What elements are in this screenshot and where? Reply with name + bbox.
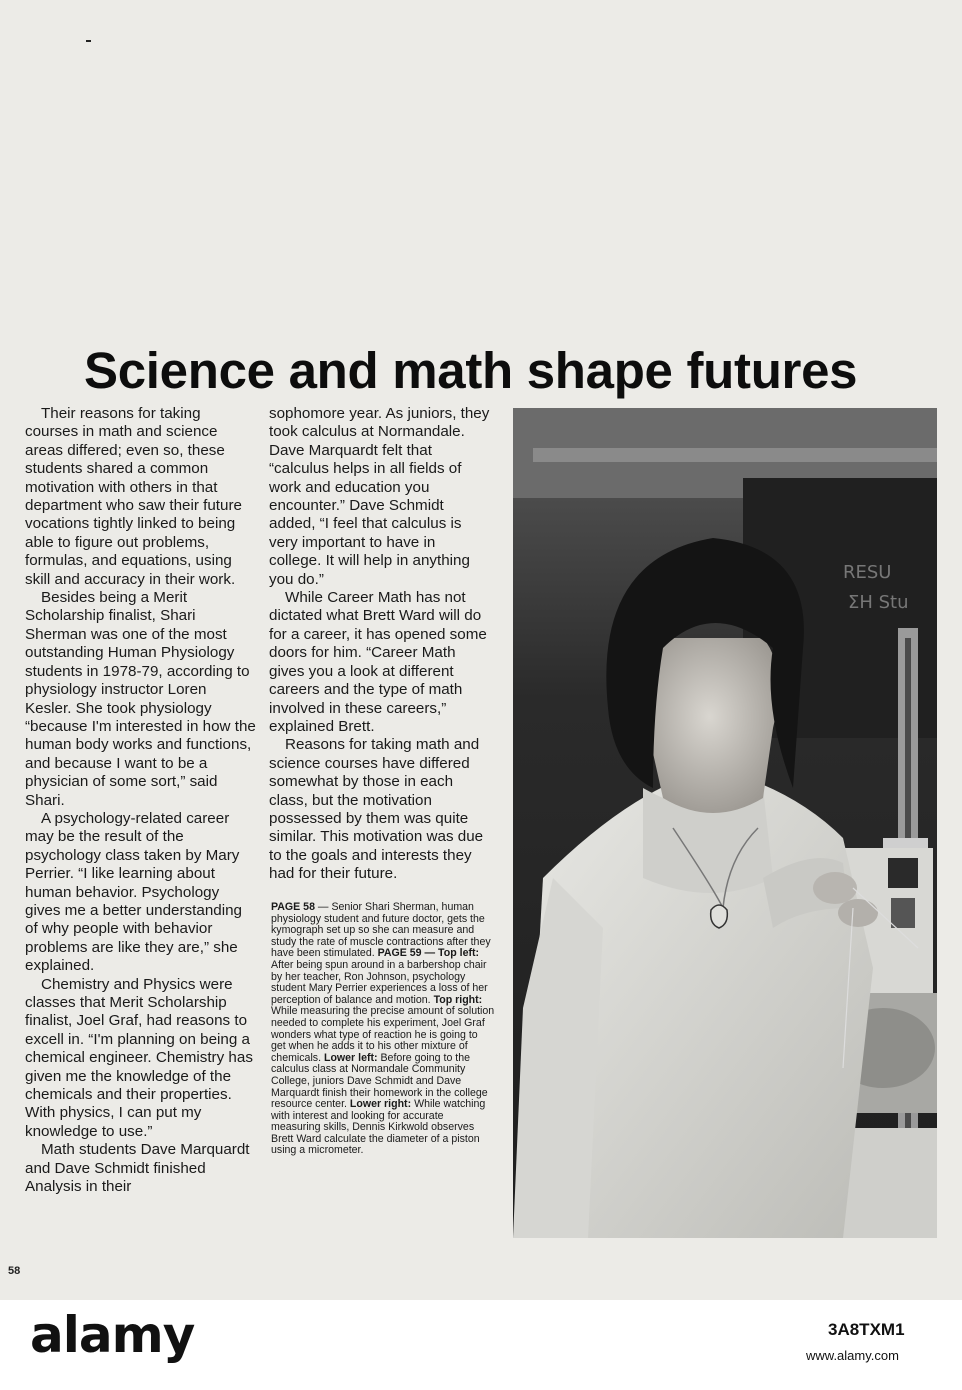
caption-text: After being spun around in a barbershop chair by her teacher, Ron Johnson, psychology student Mary Perrier experiences a loss of her perception of balance and motion. — [271, 958, 488, 1006]
paragraph: Besides being a Merit Scholarship finalist, Shari Sherman was one of the most outstanding Human Physiology students in 1978-79, according to physiology instructor Loren Kesler. She took physiology “because I'm interested in how the human body works and functions, and because I want to be a physician of some sort,” said Shari. — [25, 589, 256, 809]
print-mark — [86, 40, 91, 42]
watermark-logo: alamy — [30, 1306, 195, 1364]
caption-label: PAGE 59 — Top left: — [377, 947, 480, 960]
article-column-1 — [25, 405, 257, 1196]
article-column-2 — [269, 405, 491, 884]
paragraph: While Career Math has not dictated what Brett Ward will do for a career, it has opened some doors for him. “Career Math gives you a look at different careers and the type of math involved in these careers,” explained Brett. — [269, 589, 487, 735]
caption-text: While measuring the precise amount of solution needed to complete his experiment, Joel Graf wonders what type of reaction he is going to get when he adds it to his other mixture of chemicals. — [271, 1005, 495, 1064]
svg-text:ΣH Stu: ΣH Stu — [848, 592, 909, 613]
watermark-image-id: 3A8TXM1 — [828, 1320, 905, 1339]
caption-label: Lower left: — [323, 1051, 378, 1064]
caption-label: PAGE 58 — [271, 901, 315, 913]
caption-label: Top right: — [433, 993, 483, 1006]
photo-illustration — [513, 408, 937, 1238]
page-number: 58 — [8, 1265, 21, 1277]
student-lab-photo — [513, 408, 937, 1238]
paragraph: A psychology-related career may be the result of the psychology class taken by Mary Perrier. “I like learning about human behavior. Psychology gives me a better understanding of why people with behavior problems are like they are,” she explained. — [25, 809, 242, 975]
caption-text: — Senior Shari Sherman, human physiology student and future doctor, gets the kymograph set up so she can measure and study the rate of muscle contractions after they have been stimulated. — [271, 901, 491, 960]
paragraph: Reasons for taking math and science courses have differed somewhat by those in each class, but the motivation possessed by them was quite similar. This motivation was due to the goals and interests they had for their future. — [269, 736, 484, 883]
svg-text:RESU: RESU — [843, 562, 892, 583]
paragraph: Chemistry and Physics were classes that Merit Scholarship finalist, Joel Graf, had reasons to excell in. “I'm planning on being a chemical engineer. Chemistry has given me the knowledge of the chemicals and their properties. With physics, I can put my knowledge to use.” — [25, 975, 253, 1140]
paragraph: Math students Dave Marquardt and Dave Schmidt finished Analysis in their — [25, 1141, 250, 1196]
headline: Science and math shape futures — [84, 342, 858, 399]
paragraph: sophomore year. As juniors, they took calculus at Normandale. Dave Marquardt felt that “calculus helps in all fields of work and education you encounter.” Dave Schmidt added, “I feel that calculus is very important to have in college. It will help in anything you do.” — [269, 405, 490, 588]
watermark-url: www.alamy.com — [806, 1348, 899, 1363]
photo-caption — [271, 902, 495, 1157]
caption-text: While watching with interest and looking for accurate measuring skills, Dennis Kirkwold observes Brett Ward calculate the diameter of a piston using a micrometer. — [271, 1098, 486, 1157]
paragraph: Their reasons for taking courses in math and science areas differed; even so, these students shared a common motivation with others in that department who saw their future vocations tightly linked to being able to figure out problems, formulas, and equations, using skill and accuracy in their work. — [25, 405, 242, 588]
caption-text: Before going to the calculus class at Normandale Community College, juniors Dave Schmidt and Dave Marquardt finish their homework in the college resource center. — [271, 1051, 488, 1111]
caption-label: Lower right: — [349, 1098, 412, 1111]
